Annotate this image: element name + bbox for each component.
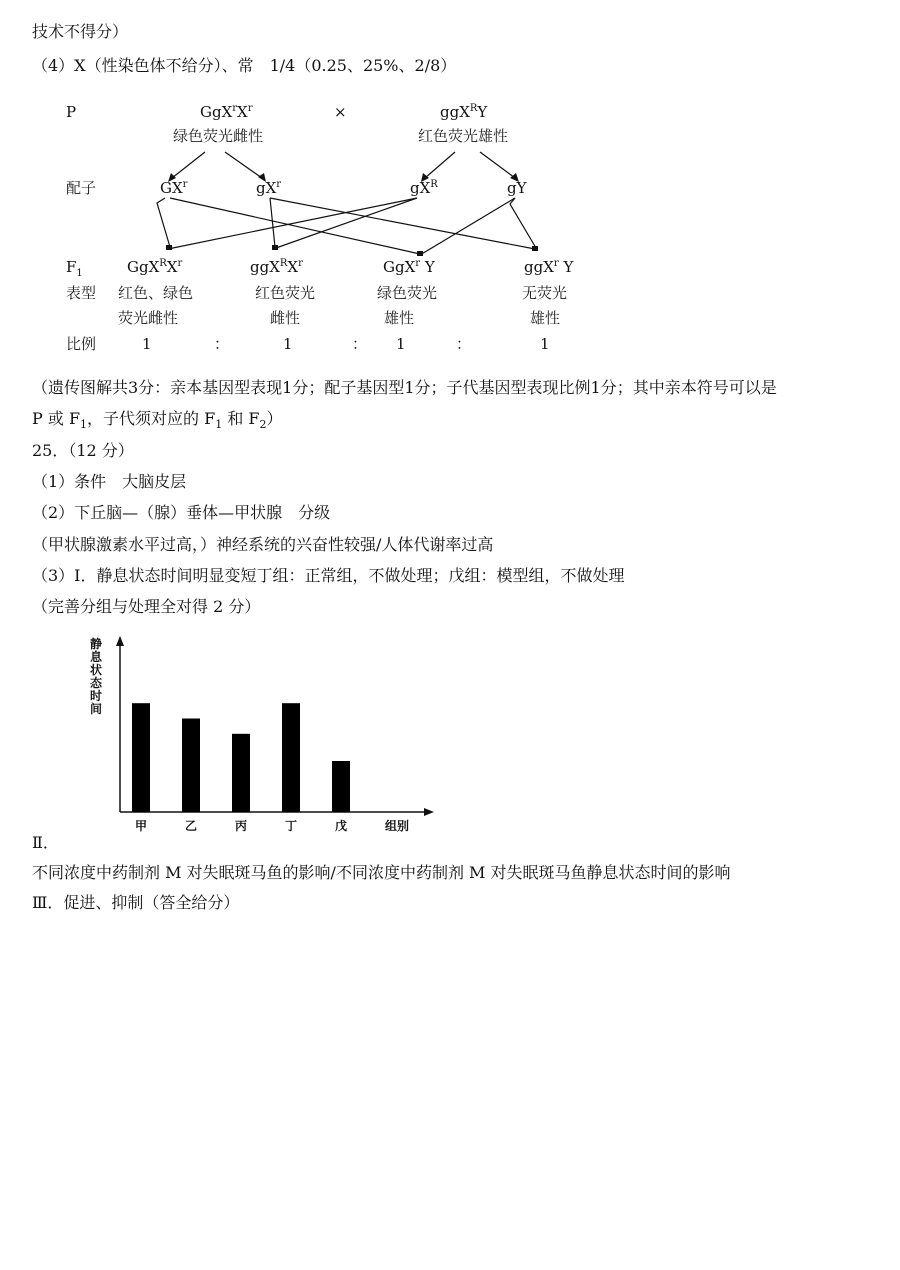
bar-戊 — [332, 761, 350, 812]
fertilization-arrowheads — [166, 245, 538, 256]
y-axis-label-char: 静 — [90, 637, 103, 651]
ratio-label: 比例 — [66, 335, 97, 353]
meiosis-lines — [172, 152, 515, 178]
f1-label: $F_1$ — [66, 258, 83, 279]
answer-line: （3）I．静息状态时间明显变短丁组：正常组，不做处理；戊组：模型组，不做处理 — [32, 566, 625, 585]
answer-line: （完善分组与处理全对得 2 分） — [32, 597, 261, 616]
answer-line: （1）条件 大脑皮层 — [32, 472, 187, 491]
x-tick-label: 戊 — [334, 819, 348, 833]
x-tick-labels — [135, 818, 347, 833]
answer-line: （4）X（性染色体不给分）、常 1/4（0.25、25%、2/8） — [32, 56, 457, 75]
gamete-label: 配子 — [66, 179, 97, 197]
cross-symbol: × — [334, 103, 347, 121]
offspring-3-genotype: ggX$^r$ Y — [524, 258, 574, 276]
y-axis-label-char: 状 — [90, 663, 103, 677]
answer-line: （2）下丘脑—（腺）垂体—甲状腺 分级 — [32, 503, 331, 522]
x-axis-arrow — [424, 808, 434, 816]
gamete-3: gY — [507, 179, 527, 197]
x-tick-label: 丁 — [284, 819, 298, 833]
y-axis-arrow — [116, 636, 124, 646]
answer-line: Ⅱ． — [32, 833, 59, 852]
x-axis-label: 组别 — [385, 819, 410, 833]
offspring-3-phenotype: 无荧光 — [522, 284, 568, 302]
bar-丁 — [282, 703, 300, 812]
ratio-value: 1 — [283, 335, 293, 353]
meiosis-arrowheads — [168, 173, 519, 182]
offspring-2-phenotype: 雄性 — [384, 309, 415, 327]
answer-line: （遗传图解共3分：亲本基因型表现1分；配子基因型1分；子代基因型表现比例1分；其中亲本符号可以是 — [32, 378, 777, 397]
ratio-sep: ： — [214, 335, 230, 353]
parent-male-phenotype: 红色荧光雄性 — [418, 127, 509, 145]
y-axis-label — [90, 636, 106, 716]
bar-丙 — [232, 734, 250, 812]
question-header: 25．（12 分） — [32, 441, 134, 460]
fertilization-lines — [157, 198, 536, 255]
x-tick-label: 乙 — [184, 819, 198, 833]
gamete-2: $gX^R$ — [410, 179, 438, 197]
offspring-0-phenotype: 荧光雌性 — [118, 309, 179, 327]
answer-line: （甲状腺激素水平过高，）神经系统的兴奋性较强/人体代谢率过高 — [32, 535, 494, 554]
y-axis-label-char: 态 — [90, 676, 103, 690]
x-tick-label: 丙 — [234, 819, 248, 833]
parent-male-genotype: ggX$^R$Y — [440, 103, 488, 121]
y-axis-label-char: 时 — [90, 689, 103, 703]
y-axis-label-char: 间 — [90, 702, 103, 716]
parent-female-phenotype: 绿色荧光雌性 — [173, 127, 264, 145]
gamete-1: $gX^r$ — [256, 179, 282, 197]
bar-甲 — [132, 703, 150, 812]
offspring-0-genotype: $GgX^RX^r$ — [127, 258, 183, 276]
answer-line: 不同浓度中药制剂 M 对失眠斑马鱼的影响/不同浓度中药制剂 M 对失眠斑马鱼静息状态时间的影响 — [32, 863, 731, 882]
bar-乙 — [182, 719, 200, 813]
ratio-value: 1 — [396, 335, 406, 353]
offspring-1-phenotype: 雌性 — [270, 309, 301, 327]
offspring-3-phenotype: 雄性 — [530, 309, 561, 327]
parent-female-genotype: $GgX^rX^r$ — [200, 103, 253, 121]
parent-label: P — [66, 103, 77, 121]
answer-line: 技术不得分） — [32, 22, 129, 41]
ratio-sep: ： — [456, 335, 472, 353]
ratio-value: 1 — [540, 335, 550, 353]
bars — [132, 703, 350, 812]
gamete-0: $GX^r$ — [160, 179, 188, 197]
x-tick-label: 甲 — [134, 819, 148, 833]
offspring-2-phenotype: 绿色荧光 — [377, 284, 438, 302]
y-axis-label-char: 息 — [90, 650, 103, 664]
offspring-0-phenotype: 红色、绿色 — [118, 284, 194, 302]
offspring-1-genotype: $ggX^RX^r$ — [250, 258, 303, 276]
ratio-sep: ： — [352, 335, 368, 353]
answer-line: P 或 $F_1$，子代须对应的 $F_1$ 和 $F_2$） — [32, 409, 283, 432]
ratio-value: 1 — [142, 335, 152, 353]
bar-chart — [90, 636, 434, 833]
phenotype-label: 表型 — [66, 284, 97, 302]
offspring-1-phenotype: 红色荧光 — [255, 284, 316, 302]
answer-line: Ⅲ．促进、抑制（答全给分） — [32, 893, 240, 912]
offspring-2-genotype: GgX$^r$ Y — [383, 258, 435, 276]
